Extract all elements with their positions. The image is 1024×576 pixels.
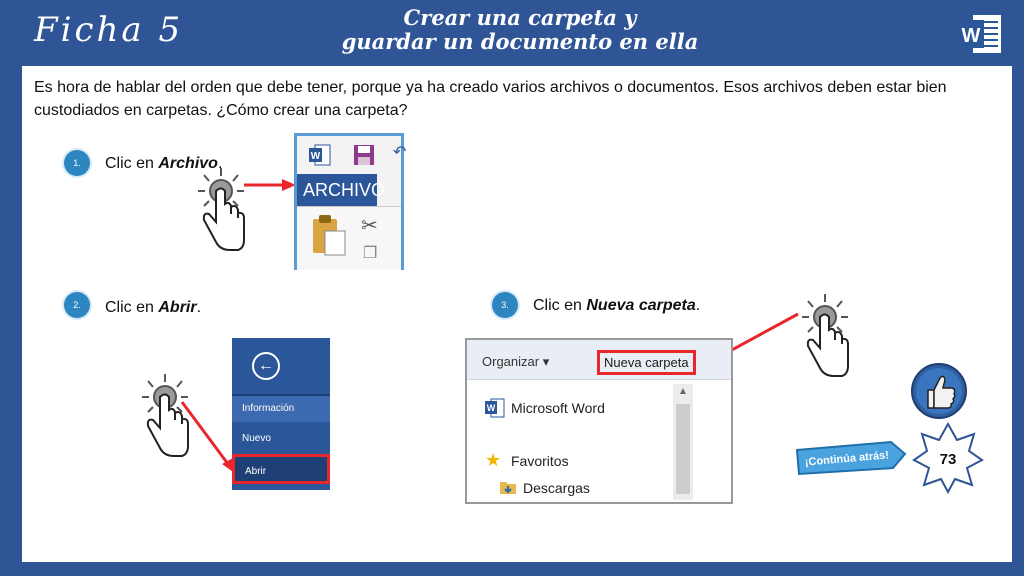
word-small-icon — [485, 398, 505, 418]
title-line-2: guardar un documento en ella — [341, 29, 699, 54]
pointing-hand-icon — [194, 166, 248, 252]
organizar-menu[interactable]: Organizar ▾ — [482, 354, 550, 369]
continua-text: ¡Continúa atrás! — [804, 449, 890, 469]
list-item-descargas[interactable]: Descargas — [523, 480, 590, 496]
explorer-screenshot — [465, 338, 733, 504]
list-item-favoritos[interactable]: Favoritos — [511, 453, 569, 469]
intro-paragraph: Es hora de hablar del orden que debe tener, porque ya ha creado varios archivos o documentos. Esos archivos deben estar bien custodiados en carpetas. ¿Cómo crear una carpeta? — [34, 79, 947, 119]
content-panel — [22, 66, 1012, 562]
copy-icon: ❐ — [363, 245, 378, 262]
save-icon — [353, 144, 375, 166]
downloads-folder-icon — [499, 478, 517, 496]
step-3-badge: 3. — [492, 292, 518, 318]
svg-text:W: W — [310, 151, 321, 162]
cut-icon: ✂ — [361, 215, 378, 237]
undo-icon: ↶ — [393, 144, 407, 161]
chevron-up-icon[interactable]: ▲ — [678, 386, 688, 397]
page-title — [260, 6, 780, 54]
thumbs-up-icon — [910, 362, 968, 420]
red-arrow-icon — [180, 400, 238, 476]
step-3-prefix: Clic en — [533, 297, 587, 314]
step-2-suffix: . — [196, 299, 202, 316]
continua-atras-ribbon — [795, 436, 907, 476]
paste-icon — [311, 213, 347, 257]
nueva-carpeta-button[interactable]: Nueva carpeta — [597, 350, 696, 375]
step-3-text — [533, 297, 700, 315]
step-1-prefix: Clic en — [105, 155, 159, 172]
step-2-prefix: Clic en — [105, 299, 159, 316]
archivo-tab[interactable]: ARCHIVO — [297, 174, 377, 206]
pointing-hand-icon — [798, 292, 852, 378]
title-line-1: Crear una carpeta y — [403, 5, 637, 30]
star-icon: ★ — [485, 450, 502, 470]
list-item-microsoft-word[interactable]: Microsoft Word — [511, 400, 605, 416]
page-number: 73 — [939, 451, 957, 468]
red-arrow-icon — [244, 178, 296, 192]
menu-item-informacion[interactable]: Información — [232, 396, 330, 422]
step-1-target: Archivo — [158, 155, 218, 172]
step-3-target: Nueva carpeta — [586, 297, 696, 314]
page-number-badge — [912, 422, 984, 494]
scrollbar[interactable] — [673, 384, 693, 500]
step-1-badge: 1. — [64, 150, 90, 176]
step-2-text — [105, 299, 201, 317]
menu-item-abrir[interactable]: Abrir — [232, 454, 330, 484]
backstage-menu-screenshot — [232, 338, 330, 490]
back-arrow-icon[interactable]: ← — [252, 352, 280, 380]
menu-item-nuevo[interactable]: Nuevo — [242, 433, 271, 444]
word-ribbon-screenshot — [294, 133, 407, 270]
svg-text:W: W — [961, 25, 981, 47]
step-1-suffix: . — [217, 155, 223, 172]
word-small-icon — [309, 144, 331, 166]
step-3-suffix: . — [695, 297, 701, 314]
svg-text:W: W — [486, 403, 496, 413]
ficha-label: Ficha 5 — [34, 10, 184, 50]
word-logo-icon — [956, 12, 1004, 56]
step-2-target: Abrir — [158, 299, 197, 316]
step-2-badge: 2. — [64, 292, 90, 318]
